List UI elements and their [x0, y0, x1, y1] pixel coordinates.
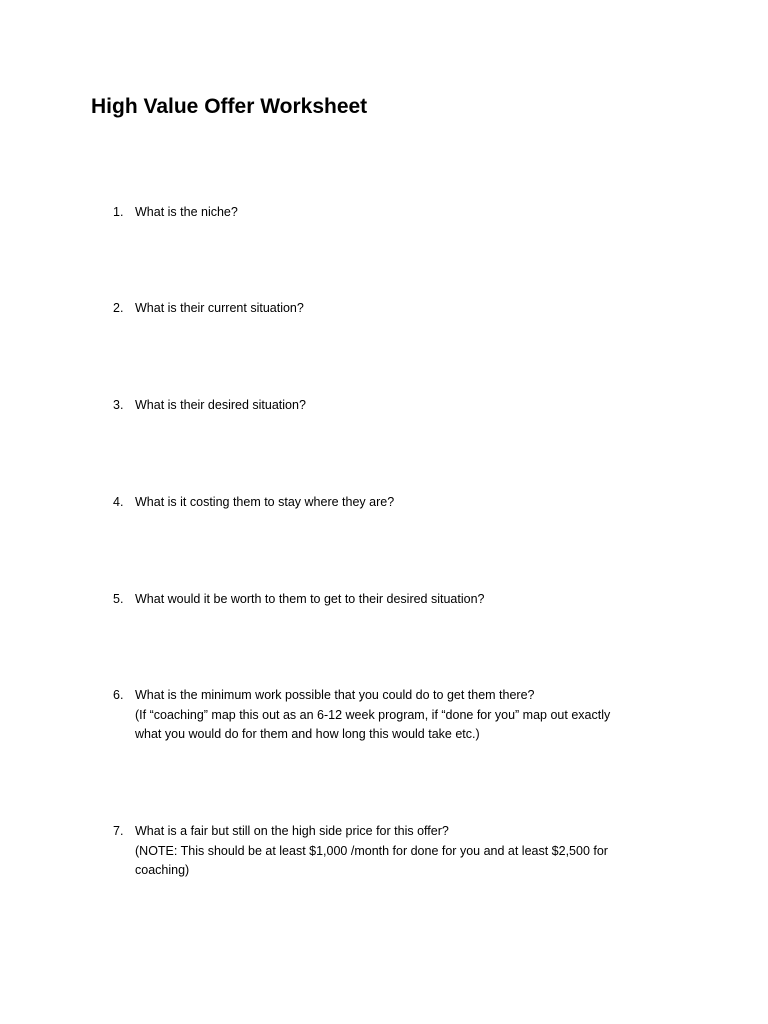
question-number: 6. [113, 688, 124, 702]
question-text [135, 203, 695, 223]
question-line: (NOTE: This should be at least $1,000 /month for done for you and at least $2,500 for [135, 843, 608, 858]
question-text [135, 299, 695, 319]
page-title: High Value Offer Worksheet [91, 95, 368, 118]
question-number: 4. [113, 495, 124, 509]
question-number: 5. [113, 592, 124, 606]
question-line: what you would do for them and how long this would take etc.) [135, 727, 480, 741]
question-line: What is it costing them to stay where they are? [135, 495, 395, 509]
question-line: What would it be worth to them to get to their desired situation? [135, 592, 485, 606]
question-line: (If “coaching” map this out as an 6-12 week program, if “done for you” map out exactly [135, 707, 611, 722]
question-line: What is the niche? [135, 205, 238, 219]
question-number: 3. [113, 398, 124, 412]
question-line: What is a fair but still on the high side price for this offer? [135, 824, 449, 838]
question-line: What is their desired situation? [135, 398, 306, 412]
question-text [135, 590, 695, 610]
question-text [135, 493, 695, 513]
question-line: What is the minimum work possible that you could do to get them there? [135, 688, 535, 702]
question-number: 1. [113, 205, 124, 219]
question-text [135, 822, 695, 881]
question-text [135, 396, 695, 416]
question-text [135, 686, 695, 745]
question-line: coaching) [135, 863, 190, 877]
question-number: 2. [113, 301, 124, 315]
question-number: 7. [113, 824, 124, 838]
question-line: What is their current situation? [135, 301, 304, 315]
